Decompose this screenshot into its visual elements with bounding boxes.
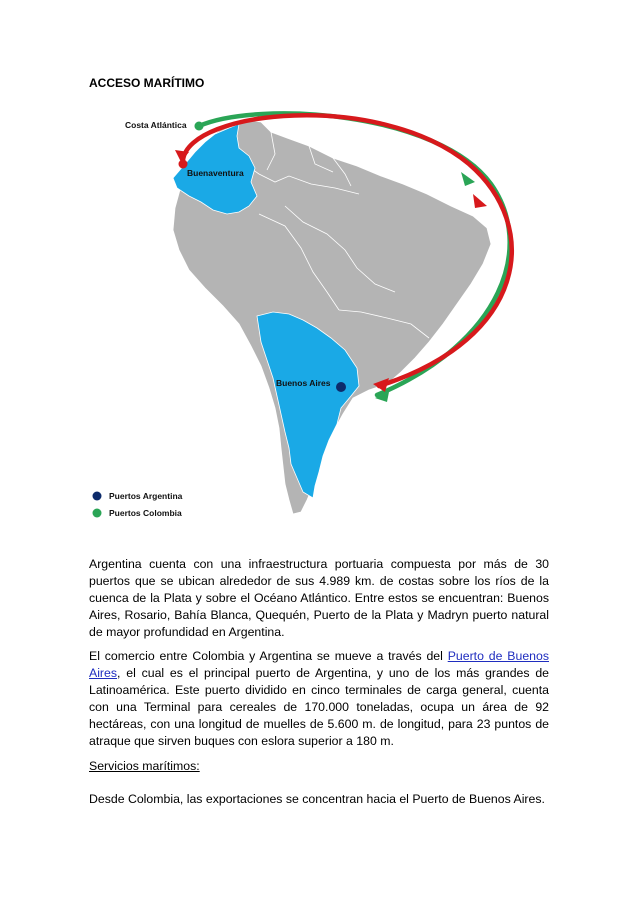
label-buenaventura: Buenaventura [187,168,244,178]
label-buenos-aires: Buenos Aires [276,378,331,388]
section-heading: ACCESO MARÍTIMO [89,76,205,90]
map-legend [93,491,183,518]
paragraph-ports: Argentina cuenta con una infraestructura portuaria compuesta por más de 30 puertos que se ubican alrededor de sus 4.989 km. de costas sobre los ríos de la cuenca de la Plata y sobre el Océano Atlántico. Entre estos se encuentran: Buenos Aires, Rosario, Bahía Blanca, Quequén, Puerto de la Plata y Madryn puerto natural de mayor profundidad en Argentina. [89,557,549,639]
services-subheading: Servicios marítimos: [89,759,200,773]
route-green-arrow-1 [461,172,475,186]
legend-label-colombia: Puertos Colombia [109,508,182,518]
legend-marker-colombia [93,509,102,518]
puerto-buenos-aires-link[interactable]: Puerto de Buenos Aires [89,649,549,680]
route-red-arrow-1 [473,194,487,208]
paragraph-exports: Desde Colombia, las exportaciones se concentran hacia el Puerto de Buenos Aires. [89,792,545,806]
port-costa-atlantica-marker [195,122,204,131]
legend-marker-argentina [93,492,102,501]
port-buenos-aires-marker [336,382,346,392]
paragraph-trade [89,648,549,749]
legend-label-argentina: Puertos Argentina [109,491,183,501]
maritime-route-map [89,102,579,532]
paragraph-trade-text-1: El comercio entre Colombia y Argentina se mueve a través del [89,649,448,663]
label-costa-atlantica: Costa Atlántica [125,120,187,130]
paragraph-trade-text-2: , el cual es el principal puerto de Argentina, y uno de los más grandes de Latinoamérica. Este puerto dividido en cinco terminales de carga general, cuenta con una Terminal para cereales de 170.000 toneladas, ocupa un área de 92 hectáreas, con una longitud de muelles de 5.600 m. de longitud, para 23 puntos de atraque que sirven buques con eslora superior a 180 m. [89,665,549,748]
